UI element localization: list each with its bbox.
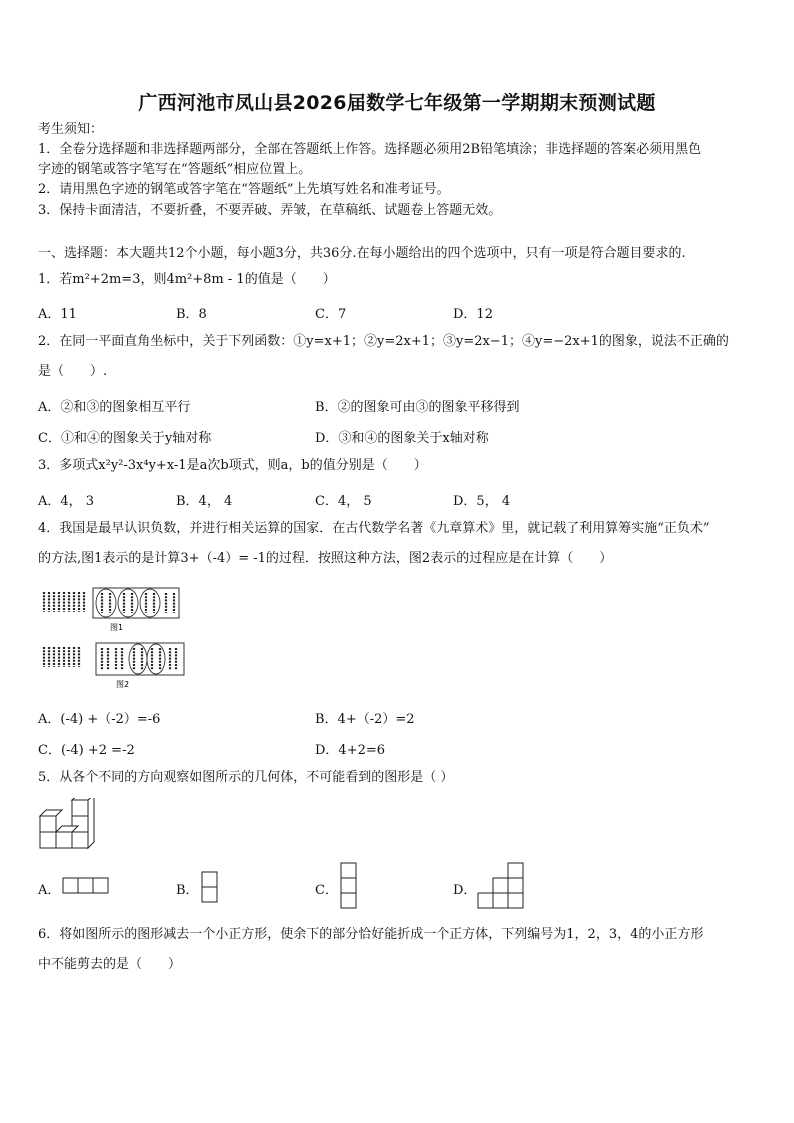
q2-option-b: B．②的图象可由③的图象平移得到 bbox=[315, 400, 520, 415]
q1-option-a: A．11 bbox=[38, 307, 77, 322]
q3-option-a: A．4， 3 bbox=[38, 494, 95, 509]
q4-option-a: A．(-4) +（-2）=-6 bbox=[38, 712, 161, 727]
figure-2-label: 图2 bbox=[116, 680, 130, 689]
q1-option-d: D．12 bbox=[453, 307, 493, 322]
notice-item-1: 1．全卷分选择题和非选择题两部分，全部在答题纸上作答。选择题必须用2B铅笔填涂；非选择题的答案必须用黑色 bbox=[38, 142, 702, 157]
q5-option-a: A． bbox=[38, 883, 61, 898]
q1-option-c: C．7 bbox=[315, 307, 347, 322]
question-6-stem-cont: 中不能剪去的是（ ） bbox=[38, 957, 182, 972]
question-6-stem: 6．将如图所示的图形减去一个小正方形，使余下的部分恰好能折成一个正方体，下列编号为1，2，3，4的小正方形 bbox=[38, 927, 704, 942]
q5-option-a-shape bbox=[62, 877, 112, 895]
question-4-stem-cont: 的方法,图1表示的是计算3+（-4）= -1的过程．按照这种方法，图2表示的过程应是在计算（ ） bbox=[38, 551, 613, 566]
q3-option-b: B．4， 4 bbox=[176, 494, 233, 509]
question-2-stem-cont: 是（ ）. bbox=[38, 364, 108, 379]
cube-solid-figure bbox=[38, 798, 98, 852]
question-3-stem: 3．多项式x²y²-3x⁴y+x-1是a次b项式，则a，b的值分别是（ ） bbox=[38, 458, 427, 473]
q2-option-c: C．①和④的图象关于y轴对称 bbox=[38, 431, 212, 446]
q5-option-c-shape bbox=[339, 862, 359, 912]
counting-rods-figure-1 bbox=[40, 585, 190, 635]
q3-option-d: D．5， 4 bbox=[453, 494, 511, 509]
page-title: 广西河池市凤山县2026届数学七年级第一学期期末预测试题 bbox=[138, 92, 656, 114]
section-heading: 一、选择题：本大题共12个小题，每小题3分，共36分.在每小题给出的四个选项中，只有一项是符合题目要求的. bbox=[38, 246, 686, 261]
q5-option-b-shape bbox=[200, 871, 220, 903]
q1-option-b: B．8 bbox=[176, 307, 207, 322]
notice-item-1-cont: 字迹的钢笔或答字笔写在“答题纸”相应位置上。 bbox=[38, 162, 312, 177]
q4-option-d: D．4+2=6 bbox=[315, 743, 386, 758]
notice-item-2: 2．请用黑色字迹的钢笔或答字笔在“答题纸”上先填写姓名和准考证号。 bbox=[38, 182, 450, 197]
q5-option-c: C． bbox=[315, 883, 338, 898]
q5-option-d-shape bbox=[477, 862, 529, 912]
figure-1-label: 图1 bbox=[110, 623, 124, 632]
q4-option-c: C．(-4) +2 =-2 bbox=[38, 743, 135, 758]
q3-option-c: C．4， 5 bbox=[315, 494, 372, 509]
question-5-stem: 5．从各个不同的方向观察如图所示的几何体，不可能看到的图形是（ ） bbox=[38, 770, 454, 785]
notice-heading: 考生须知： bbox=[38, 122, 104, 137]
q2-option-d: D．③和④的图象关于x轴对称 bbox=[315, 431, 489, 446]
notice-item-3: 3．保持卡面清洁，不要折叠，不要弄破、弄皱，在草稿纸、试题卷上答题无效。 bbox=[38, 203, 502, 218]
q2-option-a: A．②和③的图象相互平行 bbox=[38, 400, 191, 415]
question-2-stem: 2．在同一平面直角坐标中，关于下列函数：①y=x+1；②y=2x+1；③y=2x−1；④y=−2x+1的图象，说法不正确的 bbox=[38, 334, 729, 349]
question-1-stem: 1．若m²+2m=3，则4m²+8m - 1的值是（ ） bbox=[38, 272, 336, 287]
counting-rods-figure-2 bbox=[40, 640, 190, 692]
q5-option-d: D． bbox=[453, 883, 477, 898]
question-4-stem: 4．我国是最早认识负数，并进行相关运算的国家．在古代数学名著《九章算术》里，就记载了利用算筹实施“正负术” bbox=[38, 521, 710, 536]
q5-option-b: B． bbox=[176, 883, 199, 898]
q4-option-b: B．4+（-2）=2 bbox=[315, 712, 415, 727]
